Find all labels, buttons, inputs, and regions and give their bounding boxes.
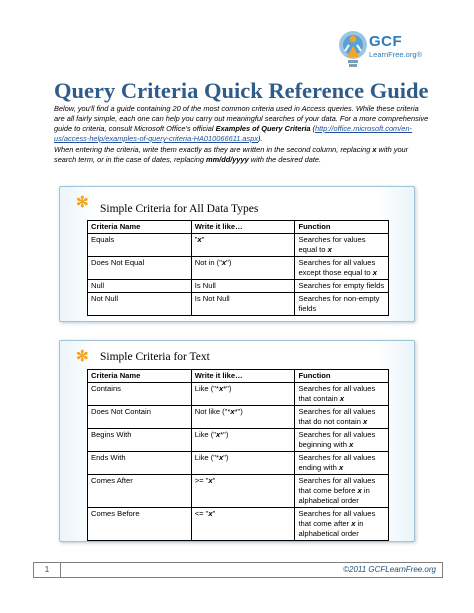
- header-write-it-like: Write it like…: [191, 370, 295, 383]
- table-row: [88, 508, 389, 541]
- note-text-2: with your search term, or in the case of dates, replacing: [54, 145, 409, 164]
- note-date: mm/dd/yyyy: [206, 155, 249, 164]
- note-text: When entering the criteria, write them exactly as they are written in the second column, replacing: [54, 145, 373, 154]
- table-row: [88, 452, 389, 475]
- cell-name: Ends With: [88, 452, 192, 475]
- note-paragraph: [54, 145, 430, 165]
- intro-paragraph: [54, 104, 430, 144]
- cell-name: Comes Before: [88, 508, 192, 541]
- intro-text: Below, you'll find a guide containing 20 of the most common criteria used in Access queries. While these criteria are all fairly simple, each one can help you carry out meaningful searches of your data. For a more comprehensive guide to criteria, consult Microsoft Office's official: [54, 104, 429, 133]
- page-title: Query Criteria Quick Reference Guide: [54, 78, 429, 103]
- header-write-it-like: Write it like…: [191, 221, 295, 234]
- note-text-3: with the desired date.: [248, 155, 322, 164]
- section-all-data-types: [59, 186, 415, 322]
- criteria-table: [87, 369, 389, 541]
- cell-syntax: <= "x": [191, 508, 295, 541]
- cell-name: Comes After: [88, 475, 192, 508]
- cell-function: Searches for values equal to x: [295, 234, 389, 257]
- header-criteria-name: Criteria Name: [88, 370, 192, 383]
- cell-syntax: >= "x": [191, 475, 295, 508]
- section-title: Simple Criteria for All Data Types: [100, 203, 259, 215]
- cell-syntax: Like ("*x"): [191, 452, 295, 475]
- cell-syntax: Not in ("x"): [191, 257, 295, 280]
- cell-syntax: "x": [191, 234, 295, 257]
- cell-function: Searches for all values beginning with x: [295, 429, 389, 452]
- logo-tagline: LearnFree.org®: [369, 50, 423, 59]
- cell-syntax: Like ("x*"): [191, 429, 295, 452]
- cell-function: Searches for non-empty fields: [295, 293, 389, 316]
- cell-function: Searches for all values that contain x: [295, 383, 389, 406]
- table-row: [88, 475, 389, 508]
- cell-name: Null: [88, 280, 192, 293]
- intro-bold: Examples of Query Criteria: [215, 124, 311, 133]
- criteria-table: [87, 220, 389, 316]
- copyright: ©2011 GCFLearnFree.org: [343, 565, 436, 574]
- cell-name: Does Not Equal: [88, 257, 192, 280]
- cell-function: Searches for all values that come after x in alphabetical order: [295, 508, 389, 541]
- star-icon: ✻: [76, 194, 89, 211]
- logo-name: GCF: [369, 33, 403, 50]
- table-row: [88, 429, 389, 452]
- cell-syntax: Is Not Null: [191, 293, 295, 316]
- header-criteria-name: Criteria Name: [88, 221, 192, 234]
- cell-name: Begins With: [88, 429, 192, 452]
- cell-name: Equals: [88, 234, 192, 257]
- cell-function: Searches for all values except those equal to x: [295, 257, 389, 280]
- cell-function: Searches for all values ending with x: [295, 452, 389, 475]
- table-row: [88, 257, 389, 280]
- cell-function: Searches for empty fields: [295, 280, 389, 293]
- gcf-logo: [337, 25, 449, 75]
- cell-function: Searches for all values that do not contain x: [295, 406, 389, 429]
- star-icon: ✻: [76, 348, 89, 365]
- section-text: [59, 340, 415, 542]
- table-header-row: [88, 370, 389, 383]
- intro-text-3: ).: [258, 134, 263, 143]
- table-row: [88, 234, 389, 257]
- cell-function: Searches for all values that come before x in alphabetical order: [295, 475, 389, 508]
- header-function: Function: [295, 370, 389, 383]
- table-row: [88, 406, 389, 429]
- cell-syntax: Not like ("*x*"): [191, 406, 295, 429]
- cell-name: Not Null: [88, 293, 192, 316]
- note-x: x: [372, 145, 377, 154]
- table-row: [88, 280, 389, 293]
- table-row: [88, 383, 389, 406]
- header-function: Function: [295, 221, 389, 234]
- footer-bar: [33, 562, 443, 578]
- table-header-row: [88, 221, 389, 234]
- lightbulb-figure-icon: [337, 27, 371, 73]
- cell-name: Contains: [88, 383, 192, 406]
- table-row: [88, 293, 389, 316]
- page-number: 1: [34, 563, 61, 577]
- section-title: Simple Criteria for Text: [100, 351, 210, 363]
- intro-text-2: (: [310, 124, 316, 133]
- cell-name: Does Not Contain: [88, 406, 192, 429]
- cell-syntax: Like ("*x*"): [191, 383, 295, 406]
- cell-syntax: Is Null: [191, 280, 295, 293]
- microsoft-link[interactable]: http://office.microsoft.com/en-us/access-help/examples-of-query-criteria-HA010066611.aspx: [54, 124, 412, 143]
